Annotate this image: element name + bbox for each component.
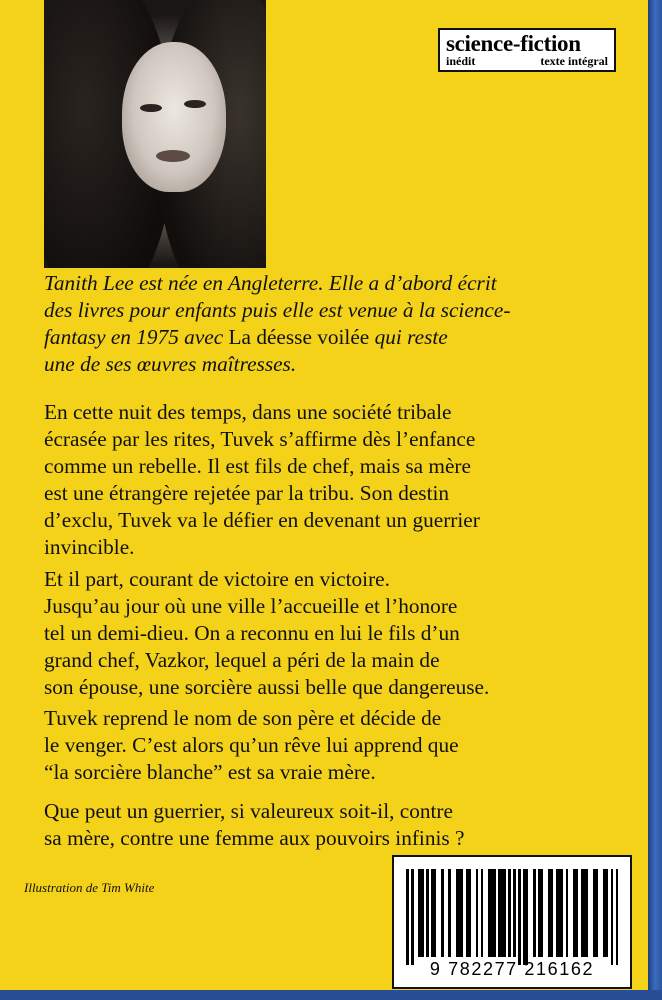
blurb-line: “la sorcière blanche” est sa vraie mère. <box>44 760 376 784</box>
bio-line <box>44 324 604 351</box>
photo-eye-right <box>184 100 206 108</box>
bio-line: des livres pour enfants puis elle est venue à la science- <box>44 298 511 322</box>
blurb-line: sa mère, contre une femme aux pouvoirs infinis ? <box>44 826 465 850</box>
blurb-line: comme un rebelle. Il est fils de chef, mais sa mère <box>44 454 471 478</box>
illustration-credit: Illustration de Tim White <box>24 880 155 895</box>
genre-label-unpublished: inédit <box>446 54 476 68</box>
bio-line: Tanith Lee est née en Angleterre. Elle a d’abord écrit <box>44 271 497 295</box>
blurb-line: écrasée par les rites, Tuvek s’affirme dès l’enfance <box>44 427 476 451</box>
photo-lips <box>156 150 190 162</box>
barcode-bar <box>526 869 529 965</box>
spine-edge <box>648 0 662 1000</box>
genre-label-full-text: texte intégral <box>540 54 608 68</box>
blurb-line: grand chef, Vazkor, lequel a péri de la main de <box>44 648 440 672</box>
barcode-bar <box>433 869 436 957</box>
blurb-paragraph-4 <box>44 798 644 852</box>
barcode-bar <box>441 869 444 957</box>
barcode-bar <box>406 869 409 965</box>
barcode-bar <box>566 869 569 957</box>
blurb-line: tel un demi-dieu. On a reconnu en lui le fils d’un <box>44 621 460 645</box>
blurb-line: En cette nuit des temps, dans une société tribale <box>44 400 452 424</box>
blurb-line: Tuvek reprend le nom de son père et décide de <box>44 706 442 730</box>
blurb-line: est une étrangère rejetée par la tribu. Son destin <box>44 481 450 505</box>
bottom-edge <box>0 990 662 1000</box>
photo-eye-left <box>140 104 162 112</box>
blurb-line: Jusqu’au jour où une ville l’accueille et l’honore <box>44 594 458 618</box>
blurb-line: d’exclu, Tuvek va le défier en devenant un guerrier <box>44 508 480 532</box>
blurb-paragraph-3 <box>44 705 644 786</box>
genre-title: science-fiction <box>446 31 581 56</box>
barcode-bar <box>561 869 564 957</box>
blurb-line: Et il part, courant de victoire en victoire. <box>44 567 390 591</box>
barcode-bar <box>461 869 464 957</box>
bio-line: une de ses œuvres maîtresses. <box>44 352 297 376</box>
barcode-bar <box>476 869 479 957</box>
barcode-bar <box>508 869 511 957</box>
barcode-bar <box>551 869 554 957</box>
blurb-line: invincible. <box>44 535 135 559</box>
barcode-bar <box>606 869 609 957</box>
bio-text: qui reste <box>369 325 448 349</box>
barcode-bar <box>586 869 589 957</box>
blurb-line: son épouse, une sorcière aussi belle que dangereuse. <box>44 675 490 699</box>
isbn-barcode <box>392 855 632 989</box>
bio-text: fantasy en 1975 avec <box>44 325 229 349</box>
blurb-line: Que peut un guerrier, si valeureux soit-il, contre <box>44 799 453 823</box>
barcode-bar <box>611 869 614 965</box>
barcode-bar <box>616 869 619 965</box>
barcode-bar <box>596 869 599 957</box>
barcode-bar <box>541 869 544 957</box>
barcode-bar <box>448 869 451 957</box>
barcode-bar <box>533 869 536 957</box>
barcode-bar <box>518 869 521 965</box>
barcode-bar <box>468 869 471 957</box>
barcode-bar <box>411 869 414 965</box>
barcode-bars <box>406 869 618 957</box>
blurb-line: le venger. C’est alors qu’un rêve lui apprend que <box>44 733 459 757</box>
blurb-paragraph-1 <box>44 399 644 561</box>
author-bio <box>44 270 604 378</box>
barcode-bar <box>503 869 506 957</box>
barcode-bar <box>513 869 516 957</box>
blurb-paragraph-2 <box>44 566 644 701</box>
barcode-bar <box>481 869 484 957</box>
barcode-bar <box>493 869 496 957</box>
bio-book-title: La déesse voilée <box>228 325 370 349</box>
photo-face <box>122 42 226 192</box>
barcode-bar <box>426 869 429 957</box>
isbn-number: 9 782277 216162 <box>429 959 595 979</box>
barcode-bar <box>576 869 579 957</box>
author-photo <box>44 0 266 268</box>
genre-badge <box>438 28 616 72</box>
barcode-bar <box>421 869 424 957</box>
